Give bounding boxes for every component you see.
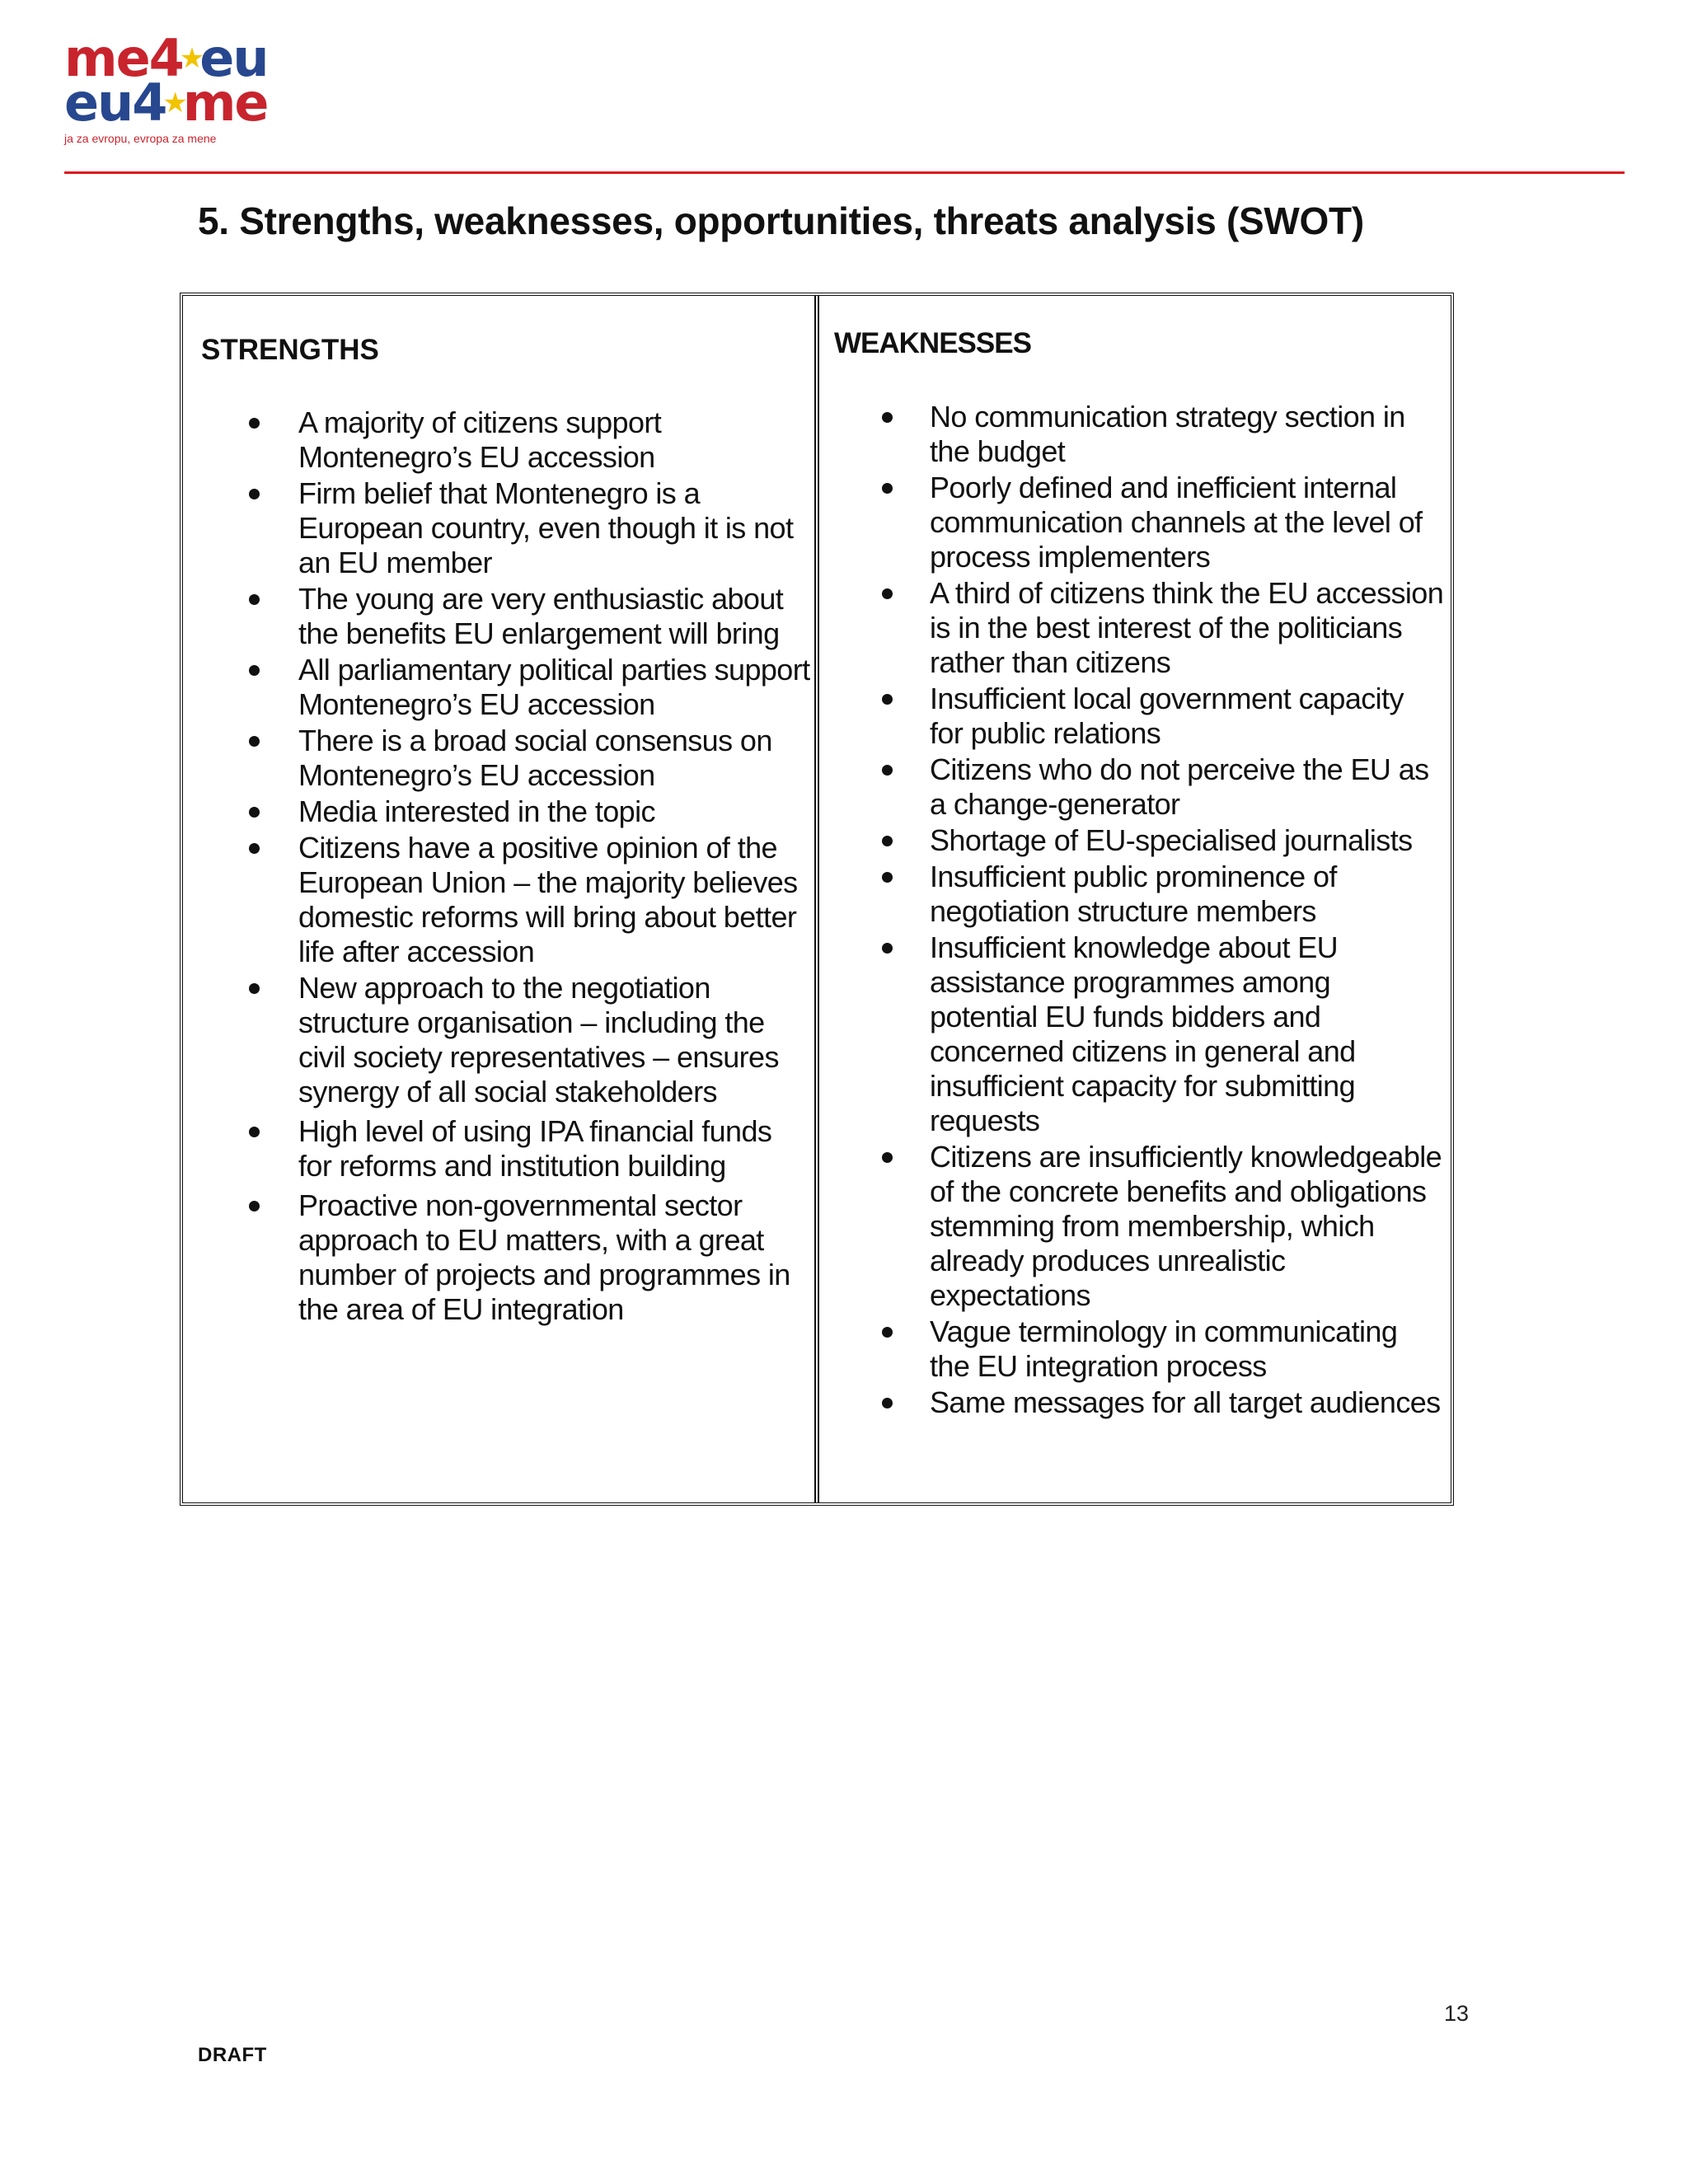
list-item-text: Insufficient local government capacity for public relations [930,682,1404,750]
list-item-text: New approach to the negotiation structure organisation – including the civil society representatives – ensures synergy of all social stakeholders [298,971,779,1108]
bullet-icon [249,594,260,605]
weaknesses-cell [819,296,1451,1502]
logo-text: me [182,73,268,133]
list-item [201,476,811,580]
list-item [834,576,1444,680]
list-item [834,752,1444,822]
list-item [834,1315,1444,1384]
bullet-icon [882,412,893,423]
bullet-icon [249,736,260,747]
list-item [834,682,1444,751]
list-item [201,794,811,829]
list-item-text: The young are very enthusiastic about the benefits EU enlargement will bring [298,582,784,650]
list-item-text: Citizens who do not perceive the EU as a change-generator [930,752,1429,821]
logo-text: eu [199,28,268,88]
swot-table [180,293,1454,1506]
list-item [201,1188,811,1327]
list-item [201,653,811,722]
draft-label: DRAFT [198,2044,267,2066]
page-number: 13 [1444,2001,1470,2026]
list-item-text: There is a broad social consensus on Montenegro’s EU accession [298,724,772,792]
list-item-text: Vague terminology in communicating the EU integration process [930,1315,1398,1383]
strengths-heading: STRENGTHS [201,334,379,366]
logo-text: eu4 [64,73,166,133]
list-item [834,823,1444,858]
list-item-text: Poorly defined and inefficient internal communication channels at the level of process implementers [930,471,1423,574]
list-item-text: No communication strategy section in the budget [930,400,1405,468]
bullet-icon [249,489,260,499]
bullet-icon [882,943,893,954]
list-item-text: Same messages for all target audiences [930,1385,1441,1419]
header-divider [64,171,1625,174]
list-item [834,1140,1444,1313]
bullet-icon [249,1201,260,1212]
star-icon: ★ [162,87,186,120]
list-item [201,405,811,475]
bullet-icon [882,483,893,494]
list-item-text: Firm belief that Montenegro is a European country, even though it is not an EU member [298,476,794,579]
list-item [201,1114,811,1183]
list-item [201,724,811,793]
star-icon: ★ [179,42,204,75]
list-item [834,1385,1444,1420]
list-item [201,971,811,1109]
strengths-list [201,405,811,1329]
page-title: 5. Strengths, weaknesses, opportunities, threats analysis (SWOT) [198,199,1364,242]
logo-tagline: ja za evropu, evropa za mene [64,132,217,145]
list-item [834,400,1444,469]
bullet-icon [882,694,893,705]
bullet-icon [882,1327,893,1338]
list-item-text: Citizens are insufficiently knowledgeable of the concrete benefits and obligations stemming from membership, which already produces unrealistic expectations [930,1140,1442,1312]
bullet-icon [249,418,260,429]
weaknesses-list [834,400,1444,1422]
bullet-icon [249,983,260,994]
list-item-text: Media interested in the topic [298,794,655,828]
bullet-icon [882,588,893,599]
me4eu-logo [64,28,270,152]
bullet-icon [249,807,260,818]
logo-text: me4 [64,28,183,88]
logo-line-2 [64,73,270,133]
list-item-text: A majority of citizens support Montenegro’s EU accession [298,405,662,474]
bullet-icon [249,665,260,676]
bullet-icon [249,1127,260,1137]
list-item-text: High level of using IPA financial funds for reforms and institution building [298,1114,772,1183]
bullet-icon [249,843,260,854]
bullet-icon [882,765,893,776]
list-item-text: Citizens have a positive opinion of the European Union – the majority believes domestic reforms will bring about better life after accession [298,831,798,968]
list-item-text: Insufficient knowledge about EU assistance programmes among potential EU funds bidders and concerned citizens in general and insufficient capacity for submitting requests [930,930,1356,1137]
bullet-icon [882,836,893,846]
weaknesses-heading: WEAKNESSES [834,327,1031,359]
bullet-icon [882,872,893,883]
list-item-text: Insufficient public prominence of negotiation structure members [930,860,1337,928]
list-item-text: Shortage of EU-specialised journalists [930,823,1413,857]
list-item [201,831,811,969]
list-item [834,860,1444,929]
list-item-text: Proactive non-governmental sector approach to EU matters, with a great number of projects and programmes in the area of EU integration [298,1188,790,1326]
list-item-text: All parliamentary political parties support Montenegro’s EU accession [298,653,810,721]
bullet-icon [882,1398,893,1408]
strengths-cell [183,296,819,1502]
list-item [834,930,1444,1138]
list-item [834,471,1444,574]
list-item [201,582,811,651]
bullet-icon [882,1152,893,1163]
list-item-text: A third of citizens think the EU accession is in the best interest of the politicians rather than citizens [930,576,1444,679]
